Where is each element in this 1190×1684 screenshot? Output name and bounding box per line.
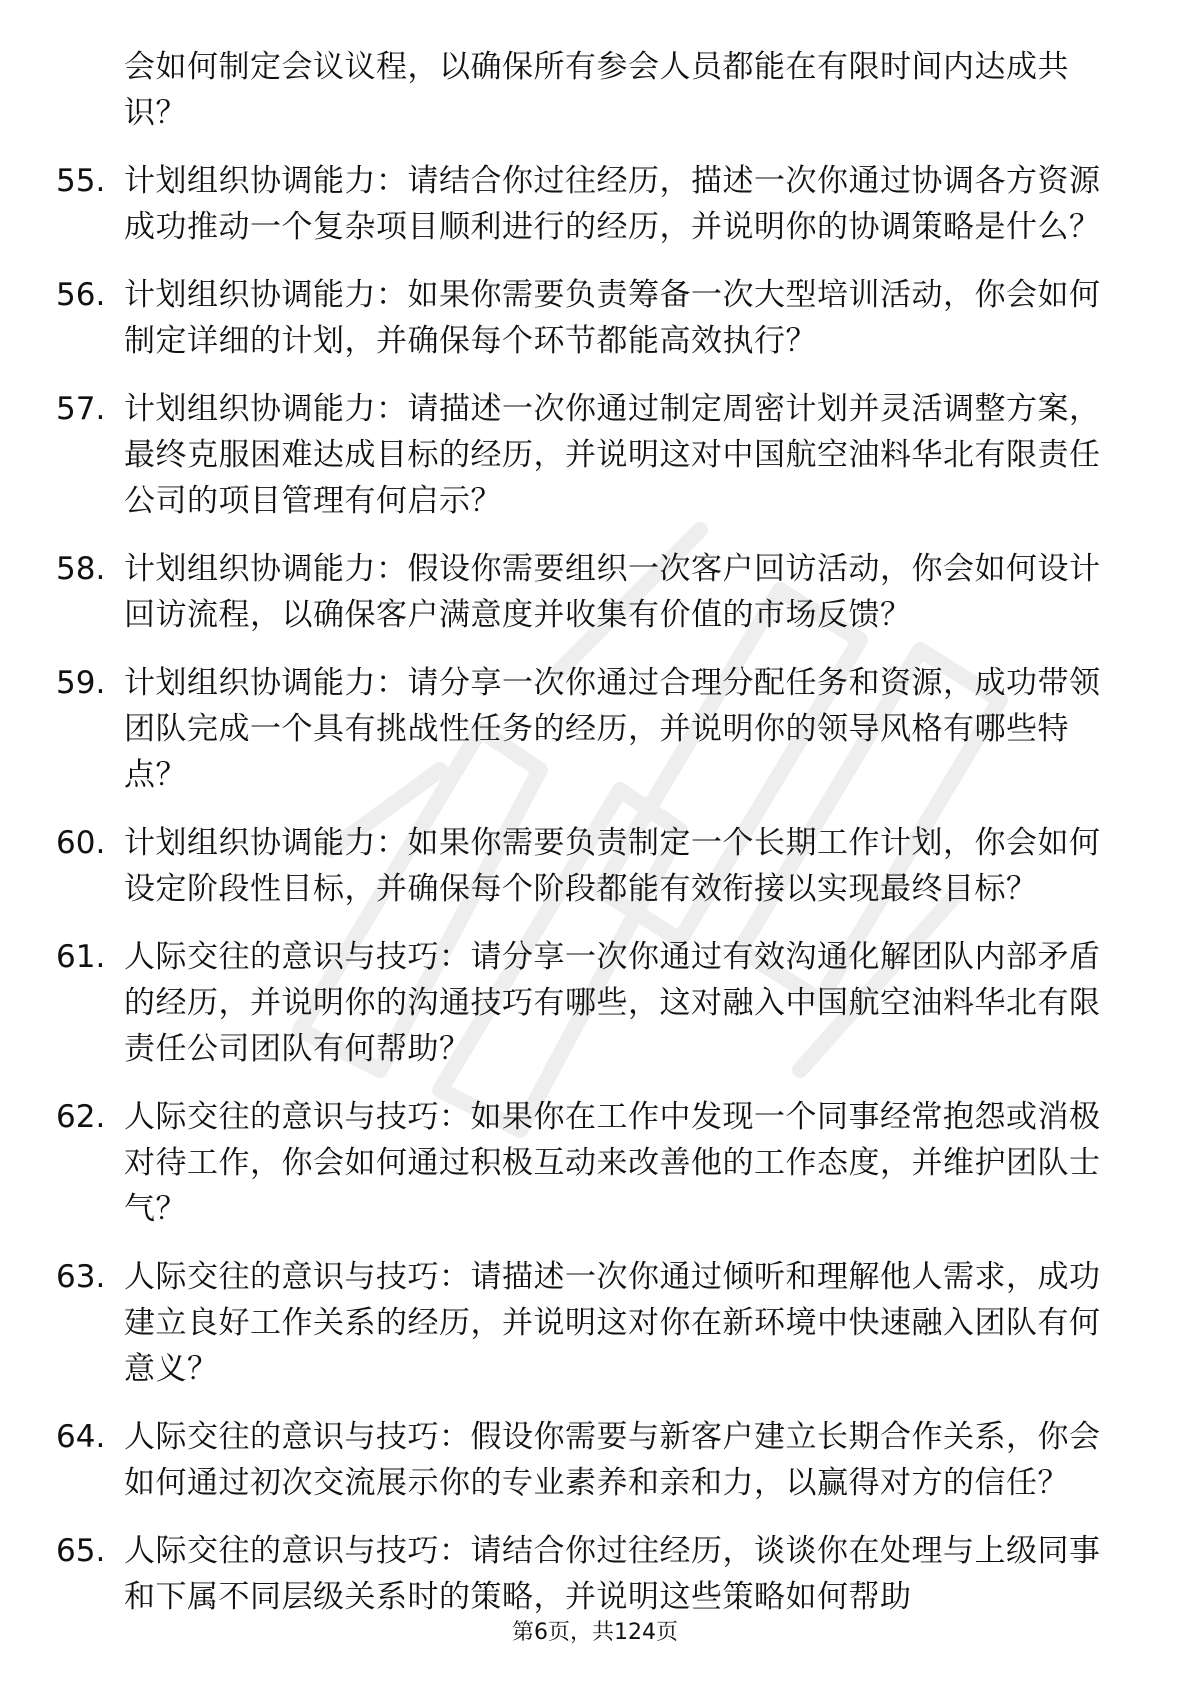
item-number: 55. [56,163,106,199]
item-text: 计划组织协调能力：如果你需要负责筹备一次大型培训活动，你会如何制定详细的计划，并确保每个环节都能高效执行？ [124,277,1101,359]
continued-question-text: 会如何制定会议议程，以确保所有参会人员都能在有限时间内达成共识？ [124,49,1069,131]
item-text: 计划组织协调能力：请结合你过往经历，描述一次你通过协调各方资源成功推动一个复杂项目顺利进行的经历，并说明你的协调策略是什么？ [124,163,1101,245]
list-item [56,934,1116,1072]
item-number: 56. [56,277,106,313]
list-item [56,158,1116,250]
item-number: 60. [56,825,106,861]
item-text: 人际交往的意识与技巧：如果你在工作中发现一个同事经常抱怨或消极对待工作，你会如何通过积极互动来改善他的工作态度，并维护团队士气？ [124,1099,1101,1227]
item-number: 65. [56,1533,106,1569]
list-item [56,820,1116,912]
list-item [56,386,1116,524]
item-number: 59. [56,665,106,701]
list-item [56,1094,1116,1232]
item-text: 计划组织协调能力：请描述一次你通过制定周密计划并灵活调整方案，最终克服困难达成目标的经历，并说明这对中国航空油料华北有限责任公司的项目管理有何启示？ [124,391,1101,519]
item-text: 人际交往的意识与技巧：请描述一次你通过倾听和理解他人需求，成功建立良好工作关系的经历，并说明这对你在新环境中快速融入团队有何意义？ [124,1259,1101,1387]
item-text: 人际交往的意识与技巧：假设你需要与新客户建立长期合作关系，你会如何通过初次交流展示你的专业素养和亲和力，以赢得对方的信任？ [124,1419,1101,1501]
question-list [56,44,1116,1642]
list-item [56,1414,1116,1506]
item-number: 62. [56,1099,106,1135]
item-text: 计划组织协调能力：如果你需要负责制定一个长期工作计划，你会如何设定阶段性目标，并确保每个阶段都能有效衔接以实现最终目标？ [124,825,1101,907]
item-number: 63. [56,1259,106,1295]
item-number: 61. [56,939,106,975]
list-item [56,660,1116,798]
item-number: 64. [56,1419,106,1455]
list-item [56,1254,1116,1392]
item-number: 57. [56,391,106,427]
item-text: 人际交往的意识与技巧：请分享一次你通过有效沟通化解团队内部矛盾的经历，并说明你的沟通技巧有哪些，这对融入中国航空油料华北有限责任公司团队有何帮助？ [124,939,1101,1067]
item-text: 人际交往的意识与技巧：请结合你过往经历，谈谈你在处理与上级同事和下属不同层级关系时的策略，并说明这些策略如何帮助 [124,1533,1101,1615]
item-number: 58. [56,551,106,587]
list-item [56,272,1116,364]
list-item [56,1528,1116,1620]
list-item [56,546,1116,638]
page-footer: 第6页，共124页 [512,1620,678,1645]
item-text: 计划组织协调能力：请分享一次你通过合理分配任务和资源，成功带领团队完成一个具有挑战性任务的经历，并说明你的领导风格有哪些特点？ [124,665,1101,793]
item-text: 计划组织协调能力：假设你需要组织一次客户回访活动，你会如何设计回访流程，以确保客户满意度并收集有价值的市场反馈？ [124,551,1101,633]
